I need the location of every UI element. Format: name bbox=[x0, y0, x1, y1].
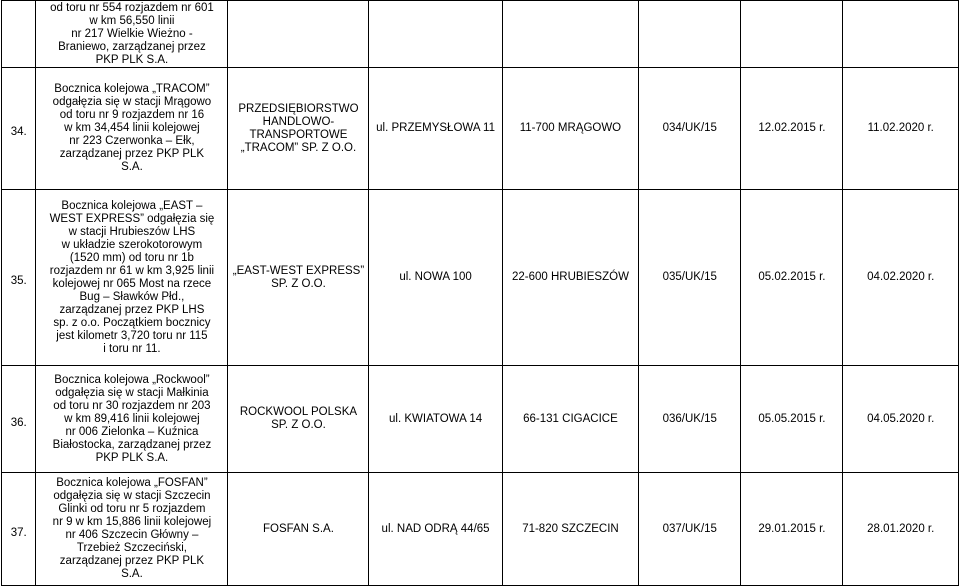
siding-description-cell bbox=[36, 190, 228, 366]
street-cell: ul. PRZEMYSŁOWA 11 bbox=[369, 68, 502, 190]
table-row-35 bbox=[2, 190, 959, 366]
siding-description-cell bbox=[36, 1, 228, 68]
registry-number-cell: 035/UK/15 bbox=[639, 190, 741, 366]
siding-description-cell bbox=[36, 473, 228, 586]
row-number-cell: 37. bbox=[2, 473, 36, 586]
description-line: w km 56,550 linii bbox=[89, 14, 175, 27]
description-line: S.A. bbox=[121, 161, 143, 173]
description-line: Bocznica kolejowa „EAST – bbox=[61, 199, 203, 212]
date-to-cell bbox=[843, 1, 959, 68]
table-row-37 bbox=[2, 473, 959, 586]
date-to-cell: 04.02.2020 r. bbox=[843, 190, 959, 366]
description-line: sp. z o.o. Początkiem bocznicy bbox=[53, 316, 211, 329]
description-line: nr 406 Szczecin Główny – bbox=[65, 529, 199, 541]
operator-cell: FOSFAN S.A. bbox=[228, 473, 369, 586]
description-line: kolejowej nr 065 Most na rzece bbox=[52, 277, 212, 290]
description-line: Bocznica kolejowa „Rockwool” bbox=[54, 373, 210, 386]
description-line: Białostocka, zarządzanej przez bbox=[52, 438, 212, 451]
description-line: Bocznica kolejowa „FOSFAN” bbox=[56, 477, 208, 489]
siding-description-cell bbox=[36, 68, 228, 190]
description-line: w stacji Hrubieszów LHS bbox=[68, 225, 196, 238]
registry-number-cell: 036/UK/15 bbox=[639, 366, 741, 473]
description-line: od toru nr 554 rozjazdem nr 601 bbox=[50, 1, 214, 14]
date-from-cell: 05.02.2015 r. bbox=[741, 190, 843, 366]
description-line: rozjazdem nr 61 w km 3,925 linii bbox=[49, 264, 215, 277]
date-from-cell: 05.05.2015 r. bbox=[741, 366, 843, 473]
street-cell: ul. NAD ODRĄ 44/65 bbox=[369, 473, 502, 586]
street-cell: ul. KWIATOWA 14 bbox=[369, 366, 502, 473]
date-from-cell: 12.02.2015 r. bbox=[741, 68, 843, 190]
description-line: nr 217 Wielkie Wieżno - bbox=[71, 27, 193, 40]
table-row-34 bbox=[2, 68, 959, 190]
description-line: od toru nr 9 rozjazdem nr 16 bbox=[59, 109, 205, 121]
description-line: S.A. bbox=[121, 568, 143, 580]
date-from-cell bbox=[741, 1, 843, 68]
description-line: odgałęzia się w stacji Szczecin bbox=[53, 490, 211, 502]
description-line: PKP PLK S.A. bbox=[95, 451, 169, 464]
date-to-cell: 11.02.2020 r. bbox=[843, 68, 959, 190]
postal-city-cell: 71-820 SZCZECIN bbox=[502, 473, 639, 586]
row-number-cell: 36. bbox=[2, 366, 36, 473]
siding-description-cell bbox=[36, 366, 228, 473]
operator-cell: „EAST-WEST EXPRESS” SP. Z O.O. bbox=[228, 190, 369, 366]
table-row-continued bbox=[2, 1, 959, 68]
operator-cell: PRZEDSIĘBIORSTWO HANDLOWO-TRANSPORTOWE „TRACOM” SP. Z O.O. bbox=[228, 68, 369, 190]
row-number-cell: 35. bbox=[2, 190, 36, 366]
description-line: nr 006 Zielonka – Kuźnica bbox=[65, 425, 199, 438]
description-line: zarządzanej przez PKP PLK bbox=[59, 555, 205, 567]
description-line: nr 223 Czerwonka – Ełk, bbox=[69, 135, 195, 147]
railway-siding-register-table bbox=[1, 0, 959, 586]
registry-number-cell bbox=[639, 1, 741, 68]
description-line: Trzebież Szczeciński, bbox=[76, 542, 187, 554]
description-line: (1520 mm) od toru nr 1b bbox=[69, 251, 194, 264]
operator-cell bbox=[228, 1, 369, 68]
row-number-cell bbox=[2, 1, 36, 68]
postal-city-cell: 66-131 CIGACICE bbox=[502, 366, 639, 473]
table-row-36 bbox=[2, 366, 959, 473]
date-to-cell: 04.05.2020 r. bbox=[843, 366, 959, 473]
description-line: i toru nr 11. bbox=[103, 342, 161, 355]
description-line: zarządzanej przez PKP PLK bbox=[59, 148, 205, 160]
description-line: w układzie szerokotorowym bbox=[61, 238, 203, 251]
description-line: w km 89,416 linii kolejowej bbox=[64, 412, 200, 425]
registry-number-cell: 034/UK/15 bbox=[639, 68, 741, 190]
description-line: Bug – Sławków Płd., bbox=[79, 290, 185, 303]
description-line: odgałęzia się w stacji Mrągowo bbox=[52, 96, 212, 108]
description-line: Braniewo, zarządzanej przez bbox=[58, 40, 206, 53]
street-cell: ul. NOWA 100 bbox=[369, 190, 502, 366]
date-to-cell: 28.01.2020 r. bbox=[843, 473, 959, 586]
description-line: odgałęzia się w stacji Małkinia bbox=[55, 386, 209, 399]
postal-city-cell: 11-700 MRĄGOWO bbox=[502, 68, 639, 190]
operator-cell: ROCKWOOL POLSKA SP. Z O.O. bbox=[228, 366, 369, 473]
date-from-cell: 29.01.2015 r. bbox=[741, 473, 843, 586]
description-line: Bocznica kolejowa „TRACOM” bbox=[54, 83, 210, 95]
description-line: w km 34,454 linii kolejowej bbox=[64, 122, 200, 134]
postal-city-cell bbox=[502, 1, 639, 68]
postal-city-cell: 22-600 HRUBIESZÓW bbox=[502, 190, 639, 366]
description-line: PKP PLK S.A. bbox=[95, 53, 169, 66]
description-line: od toru nr 30 rozjazdem nr 203 bbox=[53, 399, 211, 412]
description-line: Glinki od toru nr 5 rozjazdem bbox=[58, 503, 206, 515]
street-cell bbox=[369, 1, 502, 68]
description-line: WEST EXPRESS” odgałęzia się bbox=[49, 212, 215, 225]
description-line: nr 9 w km 15,886 linii kolejowej bbox=[52, 516, 212, 528]
registry-number-cell: 037/UK/15 bbox=[639, 473, 741, 586]
row-number-cell: 34. bbox=[2, 68, 36, 190]
description-line: zarządzanej przez PKP LHS bbox=[59, 303, 205, 316]
description-line: jest kilometr 3,720 toru nr 115 bbox=[56, 329, 208, 342]
